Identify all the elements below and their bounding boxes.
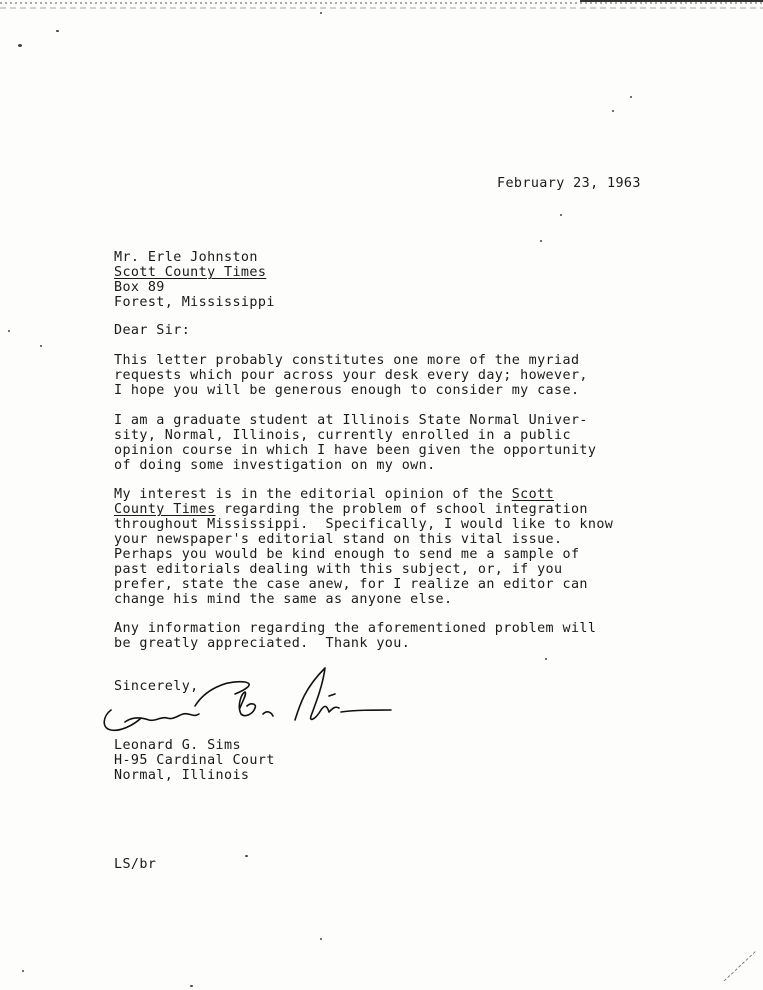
scan-speck — [18, 44, 22, 47]
letter-date: February 23, 1963 — [497, 176, 641, 191]
scan-speck — [545, 658, 547, 660]
body-line: I am a graduate student at Illinois State Normal Univer- — [114, 413, 588, 428]
scan-speck — [8, 330, 10, 332]
recipient-box: Box 89 — [114, 280, 165, 295]
body-line: Perhaps you would be kind enough to send me a sample of — [114, 547, 580, 562]
body-line: Any information regarding the aforementioned problem will — [114, 621, 597, 636]
scan-speck — [320, 938, 322, 940]
salutation: Dear Sir: — [114, 323, 191, 338]
scan-speck — [190, 985, 193, 987]
recipient-newspaper: Scott County Times — [114, 265, 267, 280]
newspaper-name-part: Scott — [511, 487, 555, 502]
handwritten-signature — [95, 660, 395, 740]
body-line: I hope you will be generous enough to consider my case. — [114, 383, 580, 398]
scan-speck — [22, 970, 24, 972]
body-line: requests which pour across your desk every day; however, — [114, 368, 588, 383]
sender-street: H-95 Cardinal Court — [114, 753, 275, 768]
scan-speck — [612, 110, 614, 112]
body-line: prefer, state the case anew, for I realize an editor can — [114, 577, 588, 592]
newspaper-name-part: County Times — [114, 502, 216, 517]
body-line: past editorials dealing with this subject, or, if you — [114, 562, 563, 577]
body-line: County Times regarding the problem of school integration — [114, 502, 588, 517]
sender-city: Normal, Illinois — [114, 768, 250, 783]
closing: Sincerely, — [114, 679, 199, 694]
sender-name: Leonard G. Sims — [114, 738, 241, 753]
body-line: change his mind the same as anyone else. — [114, 592, 453, 607]
body-line: My interest is in the editorial opinion of the Scott — [114, 487, 555, 502]
reference-initials: LS/br — [114, 857, 157, 872]
top-edge-artifact — [0, 0, 763, 12]
body-line: throughout Mississippi. Specifically, I would like to know — [114, 517, 614, 532]
scan-speck — [560, 214, 562, 216]
scan-speck — [56, 30, 59, 32]
body-line: sity, Normal, Illinois, currently enrolled in a public — [114, 428, 571, 443]
body-line: of doing some investigation on my own. — [114, 458, 436, 473]
scan-speck — [40, 345, 42, 347]
body-line: be greatly appreciated. Thank you. — [114, 636, 411, 651]
scan-speck — [540, 240, 542, 242]
scan-speck — [630, 96, 632, 98]
scan-speck — [320, 12, 322, 14]
recipient-name: Mr. Erle Johnston — [114, 250, 258, 265]
body-line: opinion course in which I have been given the opportunity — [114, 443, 597, 458]
recipient-city: Forest, Mississippi — [114, 295, 275, 310]
body-line: your newspaper's editorial stand on this vital issue. — [114, 532, 563, 547]
corner-scratch — [720, 945, 760, 985]
body-line: This letter probably constitutes one more of the myriad — [114, 353, 580, 368]
scan-speck — [245, 855, 248, 857]
